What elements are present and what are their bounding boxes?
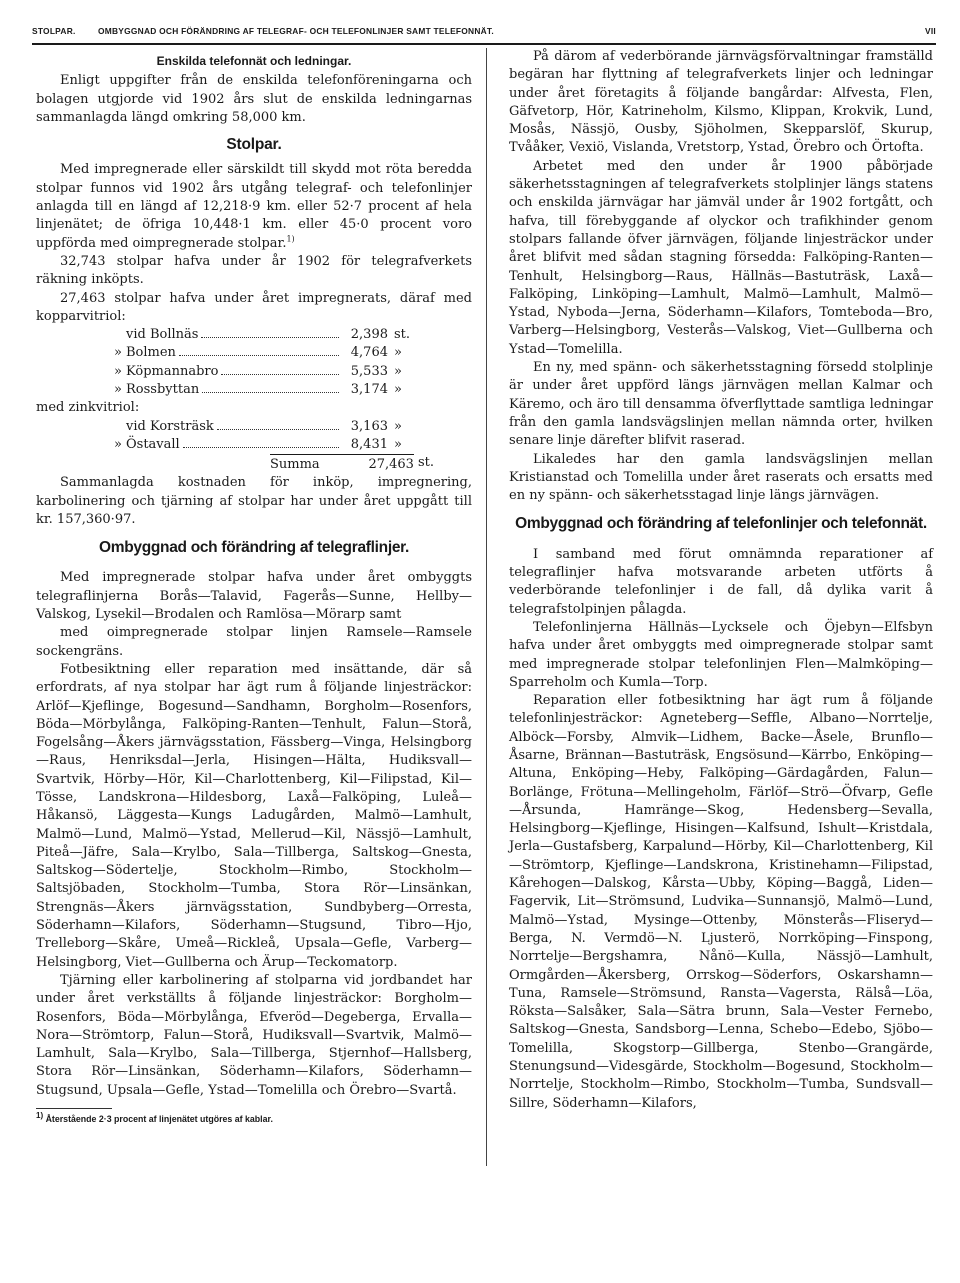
ditto-mark: »	[114, 436, 122, 452]
paragraph-stolpar-2: 32,743 stolpar hafva under år 1902 för telegrafverkets räkning inköpts.	[36, 253, 472, 288]
place-name: Köpmannabro	[126, 363, 219, 379]
leader-dots	[217, 428, 339, 430]
quantity: 3,174	[350, 382, 388, 398]
quantity: 8,431	[350, 436, 388, 452]
ditto-mark: »	[114, 382, 122, 398]
table-row	[114, 363, 414, 381]
page-number: VII	[925, 26, 936, 36]
footnote-reference: 1)	[286, 234, 295, 244]
table-row	[114, 418, 414, 436]
table-row	[114, 344, 414, 362]
table-row	[114, 436, 414, 454]
header-rule	[32, 43, 936, 45]
kopparvitriol-table	[36, 326, 472, 399]
section-heading-telefonlinjer: Ombyggnad och förändring af telefonlinjer och telefonnät.	[515, 515, 927, 533]
paragraph-kalmar-karemo: En ny, med spänn- och säkerhetsstagning försedd stolplinje är under året uppförd längs järnvägen mellan Kalmar och Käremo, och äro till densamma öfverflyttade samtliga ledningar från den gamla landsvägslinjen mellan nämnda orter, hvilken senare linje därefter blifvit raserad.	[509, 360, 933, 449]
paragraph-telegraf-2: Fotbesiktning eller reparation med insättande, där så erfordrats, af nya stolpar har ägt rum å följande linjesträckor: Arlöf—Kjeflinge, Bogesund—Sandhamn, Borgholm—Rosenfors, Böda—Mörbylånga, Falköping-Ranten—Tenhult, Falun—Storå, Fogelsång—Åkers järnvägsstation, Fässberg—Vinga, Helsingborg—Raus, Henriksdal—Jerla, Hisingen—Hälta, Hudiksvall—Svartvik, Hörby—Hör, Kil—Charlottenberg, Kil—Filipstad, Kil—Tösse, Landskrona—Hildesborg, Laxå—Falköping, Luleå—Håkansö, Läggesta—Kungs Ladugården, Malmö—Lamhult, Malmö—Lund, Malmö—Ystad, Mellerud—Kil, Nässjö—Lamhult, Piteå—Jäfre, Sala—Krylbo, Sala—Tillberga, Saltskog—Gnesta, Saltskog—Södertelje, Stockholm—Rimbo, Stockholm—Saltsjöbaden, Stockholm—Tumba, Stora Rör—Linsänkan, Strengnäs—Åkers järnvägsstation, Sundbyberg—Orresta, Söderhamn—Kilafors, Söderhamn—Stugsund, Tibro—Hjo, Trelleborg—Skåre, Umeå—Rickleå, Upsala—Gefle, Varberg—Helsingborg, Viet—Gullberna och Ärup—Teckomatorp.	[36, 661, 472, 970]
right-column	[509, 48, 933, 1278]
table-row	[114, 381, 414, 399]
column-divider	[486, 48, 487, 1166]
place-name: Östavall	[126, 436, 180, 452]
leader-dots	[183, 446, 339, 448]
unit: »	[394, 436, 402, 452]
leader-dots	[201, 336, 339, 338]
paragraph-stolpar-3: 27,463 stolpar hafva under året impregnerats, däraf med kopparvitriol:	[36, 290, 472, 324]
section-heading-enskilda: Enskilda telefonnät och ledningar.	[156, 54, 352, 68]
paragraph-kristianstad-tomelilla: Likaledes har den gamla landsvägslinjen mellan Kristianstad och Tomelilla under året raserats och ersatts med en ny spänn- och säkerhetsstagad linje längs järnvägen.	[509, 451, 933, 504]
place-name: Rossbyttan	[126, 382, 200, 398]
zinkvitriol-table	[36, 418, 472, 455]
footnote-marker: 1)	[36, 1111, 44, 1121]
quantity: 5,533	[350, 363, 388, 379]
summa-value: 27,463	[368, 457, 414, 473]
running-head-section: STOLPAR.	[32, 26, 76, 36]
running-head	[32, 26, 936, 40]
leader-dots	[179, 354, 339, 356]
zinkvitriol-label: med zinkvitriol:	[36, 400, 140, 416]
paragraph-sakerhetsstagning: Arbetet med den under år 1900 påbörjade säkerhetsstagningen af telegrafverkets stolplinjer längs statens och enskilda järnvägar har jämväl under år 1902 fortgått, och hafva, till förebyggande af olyckor och trafikhinder genom stolpars fallande öfver järnvägen, följande linjesträckor under året blifvit med sådan stagning försedda: Falköping-Ranten—Tenhult, Helsingborg—Raus, Hällnäs—Bastuträsk, Laxå—Falköping, Linköping—Lamhult, Malmö—Lamhult, Malmö—Ystad, Nyboda—Jerna, Söderhamn—Kilafors, Tomteboda—Bro, Varberg—Helsingborg, Vesterås—Valskog, Viet—Gullberna och Ystad—Tomelilla.	[509, 158, 933, 357]
paragraph-enskilda: Enligt uppgifter från de enskilda telefonföreningarna och bolagen utgjorde vid 1902 års slut de enskilda ledningarnas sammanlagda längd omkring 58,000 km.	[36, 73, 472, 125]
footnote-rule	[36, 1108, 112, 1109]
paragraph-telefon-3: Reparation eller fotbesiktning har ägt rum å följande telefonlinjesträckor: Agneteberg—Sefflе, Albano—Norrtelje, Alböck—Forsby, Almvik—Lidhem, Backe—Åsele, Brunflo—Åsarne, Brännan—Bastuträsk, Engsösund—Kärrbo, Enköping—Altuna, Enköping—Heby, Falköping—Gärdagården, Falun—Borlänge, Frötuna—Mellingeholm, Färlöf—Strö—Öfvarp, Gefle—Årsunda, Hamränge—Skog, Hedensberg—Sevalla, Helsingborg—Kjeflinge, Hisingen—Kalfsund, Ishult—Kristdala, Jerla—Gustafsberg, Karpalund—Hörby, Kil—Charlottenberg, Kil—Strömtorp, Kjeflinge—Landskrona, Kristinehamn—Filipstad, Kårehogen—Dalskog, Kårsta—Ubby, Köping—Baggå, Liden—Fagervik, Lit—Strömsund, Ludvika—Sunnansjö, Malmö—Lund, Malmö—Ystad, Mysinge—Ottenby, Mönsterås—Fliseryd—Berga, N. Vermdö—N. Ljusterö, Norrköping—Finspong, Norrtelje—Bergshamra, Nånö—Kulla, Nässjö—Lamhult, Ormgården—Åkersberg, Orrskog—Söderfors, Oskarshamn—Tuna, Ramsele—Strömsund, Ransta—Vagersta, Rälså—Löa, Röksta—Salsåker, Sala—Sätra brunn, Sala—Vester Fernebo, Saltskog—Gnesta, Sandsborg—Lenna, Schebo—Edebo, Sjöbo—Tomelilla, Skogstorp—Gillberga, Stenbo—Grangärde, Stenungsund—Videsgärde, Stockholm—Bogesund, Stockholm—Norrtelje, Stockholm—Rimbo, Stockholm—Tumba, Sundsvall—Sillre, Söderhamn—Kilafors,	[509, 693, 933, 1111]
unit: »	[394, 345, 402, 361]
paragraph-telegraf-1b: med oimpregnerade stolpar linjen Ramsele—Ramsele sockengräns.	[36, 625, 472, 659]
quantity: 3,163	[350, 418, 388, 434]
section-heading-telegraflinjer: Ombyggnad och förändring af telegraflinjer.	[98, 539, 410, 557]
paragraph-telefon-1: I samband med förut omnämnda reparationer af telegraflinjer hafva motsvarande arbeten utförts å vederbörande telefonlinjer i de fall, då dylika varit å telegrafstolpinjen pålagda.	[509, 546, 933, 617]
section-heading-stolpar: Stolpar.	[226, 136, 282, 154]
summa-label: Summa	[270, 457, 320, 473]
place-name: Bolmen	[126, 345, 176, 361]
paragraph-telegraf-3: Tjärning eller karbolinering af stolparna vid jordbandet har under året verkställts å följande linjesträckor: Borgholm—Rosenfors, Böda—Mörbylånga, Efveröd—Degeberga, Ervalla—Nora—Strömtorp, Falun—Storå, Hudiksvall—Svartvik, Malmö—Lamhult, Sala—Krylbo, Sala—Tillberga, Stjernhof—Hallsberg, Stora Rör—Linsänkan, Söderhamn—Kilafors, Söderhamn—Stugsund, Upsala—Gefle, Ystad—Tomelilla och Örebro—Svartå.	[36, 972, 472, 1098]
leader-dots	[221, 373, 339, 375]
unit: »	[394, 418, 402, 434]
leader-dots	[202, 391, 339, 393]
running-head-title: OMBYGGNAD OCH FÖRÄNDRING AF TELEGRAF- OCH TELEFONLINJER SAMT TELEFONNÄT.	[98, 26, 494, 36]
paragraph-stolpar-4: Sammanlagda kostnaden för inköp, impregnering, karbolinering och tjärning af stolpar har under året uppgått till kr. 157,360·97.	[36, 475, 472, 527]
unit: st.	[394, 327, 411, 343]
summa-row	[270, 454, 434, 474]
paragraph-telegraf-1: Med impregnerade stolpar hafva under året ombyggts telegraflinjerna Borås—Talavid, Fagerås—Sunne, Hellby—Valskog, Lysekil—Brodalen och Ramlösa—Mörarp samt	[36, 570, 472, 623]
paragraph-telefon-2: Telefonlinjerna Hällnäs—Lycksele och Öjebyn—Elfsbyn hafva under året ombyggts med oimpregnerade stolpar samt med impregnerade stolpar telefonlinjen Flen—Malmköping—Sparreholm och Kumla—Torp.	[509, 619, 933, 690]
place-name: vid Korsträsk	[126, 418, 214, 434]
paragraph-stolpar-1-text: Med impregnerade eller särskildt till skydd mot röta beredda stolpar funnos vid 1902 års utgång telegraf- och telefonlinjer anlagda till en längd af 12,218·9 km. eller 52·7 procent af hela linjenätet; de öfriga 10,448·1 km. eller 45·0 procent voro uppförda med oimpregnerade stolpar.	[36, 162, 472, 251]
unit: »	[394, 363, 402, 379]
footnote-text: Återstående 2·3 procent af linjenätet utgöres af kablar.	[45, 1114, 273, 1125]
summa-box	[270, 454, 414, 474]
quantity: 4,764	[350, 345, 388, 361]
footnote	[36, 1111, 472, 1125]
unit: »	[394, 382, 402, 398]
ditto-mark: »	[114, 345, 122, 361]
paragraph-bangardar: På därom af vederbörande järnvägsförvaltningar framställd begäran har flyttning af telegrafverkets linjer och ledningar under året företagits å följande bangårdar: Alfvesta, Flen, Gäfvetorp, Hör, Katrineholm, Kilsmo, Klippan, Krokvik, Lund, Mosås, Nässjö, Ousby, Sjöholmen, Skepparslöf, Skurup, Tvååker, Vexiö, Vislanda, Vretstorp, Ystad, Örebro och Örtofta.	[509, 49, 933, 156]
ditto-mark: »	[114, 363, 122, 379]
place-name: vid Bollnäs	[126, 327, 199, 343]
table-row	[114, 326, 414, 344]
left-column	[36, 48, 472, 1278]
paragraph-stolpar-1	[36, 161, 472, 252]
summa-unit: st.	[417, 455, 434, 471]
quantity: 2,398	[350, 327, 388, 343]
